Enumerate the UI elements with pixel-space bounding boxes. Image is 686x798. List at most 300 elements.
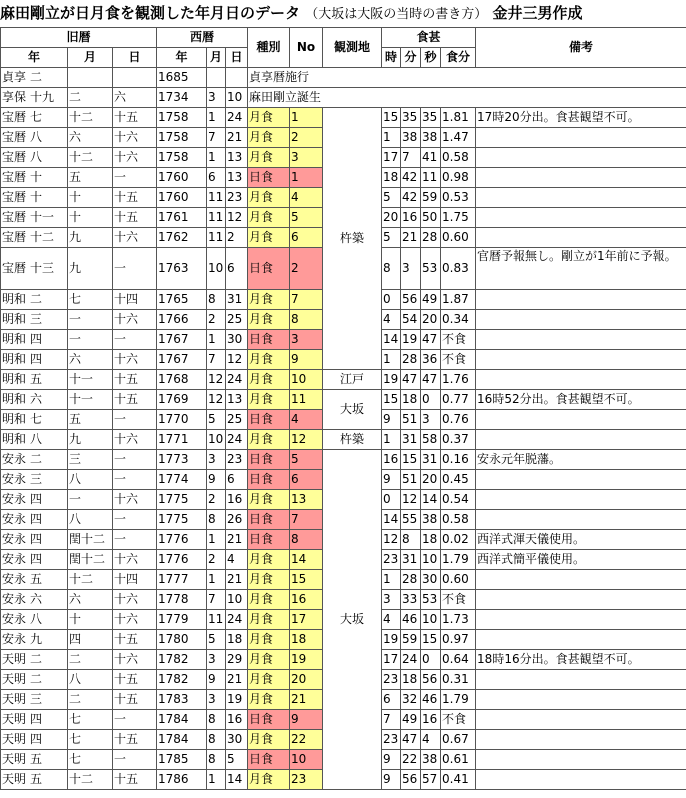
- month-cell: 2: [207, 550, 226, 570]
- year-cell: 1765: [157, 290, 207, 310]
- day-cell: 6: [226, 248, 248, 290]
- era-cell: [1, 570, 68, 590]
- month-cell: 5: [207, 630, 226, 650]
- day-cell: 12: [226, 350, 248, 370]
- year-cell: 1784: [157, 710, 207, 730]
- old-month-cell: 四: [68, 630, 113, 650]
- second-cell: 53: [421, 590, 441, 610]
- old-month-cell: 二: [68, 650, 113, 670]
- day-cell: 13: [226, 148, 248, 168]
- second-cell: 10: [421, 610, 441, 630]
- hour-cell: 8: [382, 248, 401, 290]
- fraction-cell: 0.53: [441, 188, 476, 208]
- old-month-cell: 二: [68, 88, 113, 108]
- hour-cell: 1: [382, 350, 401, 370]
- fraction-cell: 0.02: [441, 530, 476, 550]
- old-month-cell: 一: [68, 490, 113, 510]
- minute-cell: 47: [401, 370, 421, 390]
- eclipse-kind-cell: 月食: [248, 208, 290, 228]
- hour-cell: 6: [382, 690, 401, 710]
- minute-cell: 38: [401, 128, 421, 148]
- era-name: 安永: [2, 552, 27, 566]
- eclipse-kind-cell: 月食: [248, 128, 290, 148]
- remarks-cell: [476, 128, 686, 148]
- old-day-cell: 一: [113, 248, 157, 290]
- second-cell: 35: [421, 108, 441, 128]
- day-cell: 23: [226, 450, 248, 470]
- eclipse-no-cell: 18: [290, 630, 323, 650]
- remarks-cell: [476, 570, 686, 590]
- era-name: 安永: [2, 492, 27, 506]
- hour-cell: 4: [382, 610, 401, 630]
- fraction-cell: 0.41: [441, 770, 476, 790]
- fraction-cell: 0.77: [441, 390, 476, 410]
- second-cell: 16: [421, 710, 441, 730]
- remarks-cell: [476, 670, 686, 690]
- month-cell: 11: [207, 188, 226, 208]
- site-cell: 大坂: [323, 450, 382, 790]
- eclipse-no-cell: 2: [290, 248, 323, 290]
- era-year: 六: [30, 392, 43, 406]
- era-cell: [1, 770, 68, 790]
- era-year: 四: [30, 492, 43, 506]
- eclipse-kind-cell: 月食: [248, 670, 290, 690]
- era-cell: [1, 330, 68, 350]
- era-name: 明和: [2, 312, 27, 326]
- header-seireki: 西暦: [157, 28, 248, 48]
- old-month-cell: 一: [68, 330, 113, 350]
- hour-cell: 9: [382, 410, 401, 430]
- minute-cell: 31: [401, 550, 421, 570]
- era-cell: [1, 128, 68, 148]
- fraction-cell: 1.73: [441, 610, 476, 630]
- era-name: 宝暦: [2, 210, 27, 224]
- day-cell: 21: [226, 128, 248, 148]
- year-cell: 1758: [157, 108, 207, 128]
- era-year: 八: [30, 150, 43, 164]
- table-row: [1, 108, 686, 128]
- second-cell: 18: [421, 530, 441, 550]
- era-cell: [1, 168, 68, 188]
- era-year: 三: [30, 472, 43, 486]
- era-year: 十三: [30, 261, 55, 275]
- eclipse-no-cell: 22: [290, 730, 323, 750]
- era-cell: [1, 590, 68, 610]
- fraction-cell: 0.76: [441, 410, 476, 430]
- month-cell: 12: [207, 370, 226, 390]
- month-cell: 1: [207, 108, 226, 128]
- second-cell: 20: [421, 470, 441, 490]
- eclipse-kind-cell: 日食: [248, 750, 290, 770]
- second-cell: 53: [421, 248, 441, 290]
- eclipse-no-cell: 8: [290, 310, 323, 330]
- old-day-cell: 十六: [113, 550, 157, 570]
- month-cell: 6: [207, 168, 226, 188]
- second-cell: 59: [421, 188, 441, 208]
- era-cell: [1, 750, 68, 770]
- hour-cell: 23: [382, 730, 401, 750]
- remarks-cell: [476, 710, 686, 730]
- header-old-year: 年: [1, 48, 68, 68]
- eclipse-kind-cell: 月食: [248, 610, 290, 630]
- era-year: 二: [30, 292, 43, 306]
- hour-cell: 19: [382, 370, 401, 390]
- site-cell: 大坂: [323, 390, 382, 430]
- fraction-cell: 0.45: [441, 470, 476, 490]
- day-cell: 31: [226, 290, 248, 310]
- old-month-cell: [68, 68, 113, 88]
- old-month-cell: 八: [68, 670, 113, 690]
- hour-cell: 4: [382, 310, 401, 330]
- second-cell: 57: [421, 770, 441, 790]
- era-cell: [1, 208, 68, 228]
- month-cell: 1: [207, 330, 226, 350]
- eclipse-no-cell: 3: [290, 148, 323, 168]
- eclipse-no-cell: 1: [290, 168, 323, 188]
- year-cell: 1776: [157, 530, 207, 550]
- month-cell: 9: [207, 470, 226, 490]
- remarks-cell: [476, 350, 686, 370]
- old-month-cell: 八: [68, 470, 113, 490]
- eclipse-kind-cell: 月食: [248, 148, 290, 168]
- old-day-cell: 十六: [113, 610, 157, 630]
- old-day-cell: 一: [113, 710, 157, 730]
- hour-cell: 14: [382, 510, 401, 530]
- era-name: 明和: [2, 432, 27, 446]
- header-old-day: 日: [113, 48, 157, 68]
- era-name: 安永: [2, 592, 27, 606]
- month-cell: 1: [207, 530, 226, 550]
- remarks-cell: [476, 410, 686, 430]
- hour-cell: 15: [382, 108, 401, 128]
- year-cell: 1775: [157, 510, 207, 530]
- remarks-cell: [476, 370, 686, 390]
- year-cell: 1785: [157, 750, 207, 770]
- era-cell: [1, 310, 68, 330]
- eclipse-no-cell: 9: [290, 350, 323, 370]
- table-row: [1, 450, 686, 470]
- hour-cell: 0: [382, 490, 401, 510]
- era-cell: [1, 630, 68, 650]
- minute-cell: 32: [401, 690, 421, 710]
- year-cell: 1783: [157, 690, 207, 710]
- header-old-month: 月: [68, 48, 113, 68]
- year-cell: 1734: [157, 88, 207, 108]
- old-month-cell: 十二: [68, 570, 113, 590]
- table-row: [1, 370, 686, 390]
- year-cell: 1780: [157, 630, 207, 650]
- era-cell: [1, 350, 68, 370]
- old-day-cell: 十五: [113, 390, 157, 410]
- month-cell: 12: [207, 390, 226, 410]
- era-name: 享保: [2, 90, 27, 104]
- era-year: 二: [30, 452, 43, 466]
- old-month-cell: 九: [68, 430, 113, 450]
- second-cell: 38: [421, 510, 441, 530]
- old-day-cell: 十五: [113, 188, 157, 208]
- old-day-cell: 一: [113, 450, 157, 470]
- era-year: 九: [30, 632, 43, 646]
- era-name: 宝暦: [2, 190, 27, 204]
- era-year: 二: [30, 70, 43, 84]
- fraction-cell: 1.79: [441, 690, 476, 710]
- old-month-cell: 閏十二: [68, 550, 113, 570]
- old-month-cell: 十: [68, 208, 113, 228]
- month-cell: 8: [207, 710, 226, 730]
- era-name: 安永: [2, 612, 27, 626]
- table-row: [1, 88, 686, 108]
- era-name: 安永: [2, 632, 27, 646]
- old-day-cell: 十五: [113, 670, 157, 690]
- era-cell: [1, 290, 68, 310]
- eclipse-kind-cell: 月食: [248, 650, 290, 670]
- eclipse-no-cell: 17: [290, 610, 323, 630]
- eclipse-no-cell: 2: [290, 128, 323, 148]
- minute-cell: 51: [401, 470, 421, 490]
- fraction-cell: 0.37: [441, 430, 476, 450]
- era-year: 十: [30, 170, 43, 184]
- second-cell: 0: [421, 650, 441, 670]
- era-cell: [1, 510, 68, 530]
- old-month-cell: 十: [68, 610, 113, 630]
- fraction-cell: 1.87: [441, 290, 476, 310]
- eclipse-kind-cell: 月食: [248, 770, 290, 790]
- old-day-cell: 一: [113, 530, 157, 550]
- remarks-cell: [476, 290, 686, 310]
- era-name: 天明: [2, 712, 27, 726]
- month-cell: 5: [207, 410, 226, 430]
- day-cell: 21: [226, 530, 248, 550]
- old-month-cell: 十一: [68, 370, 113, 390]
- minute-cell: 56: [401, 770, 421, 790]
- eclipse-no-cell: 3: [290, 330, 323, 350]
- header-site: 観測地: [323, 28, 382, 68]
- old-day-cell: 一: [113, 510, 157, 530]
- era-cell: [1, 248, 68, 290]
- day-cell: 23: [226, 188, 248, 208]
- remarks-cell: [476, 730, 686, 750]
- old-day-cell: 十四: [113, 570, 157, 590]
- minute-cell: 18: [401, 670, 421, 690]
- day-cell: 16: [226, 490, 248, 510]
- old-day-cell: 十六: [113, 310, 157, 330]
- eclipse-no-cell: 15: [290, 570, 323, 590]
- old-day-cell: 十六: [113, 148, 157, 168]
- header-fraction: 食分: [441, 48, 476, 68]
- old-day-cell: 十五: [113, 690, 157, 710]
- era-cell: [1, 108, 68, 128]
- hour-cell: 16: [382, 450, 401, 470]
- era-year: 十: [30, 190, 43, 204]
- eclipse-no-cell: 1: [290, 108, 323, 128]
- day-cell: 4: [226, 550, 248, 570]
- day-cell: 13: [226, 168, 248, 188]
- remarks-cell: [476, 330, 686, 350]
- site-cell: 杵築: [323, 108, 382, 370]
- minute-cell: 42: [401, 188, 421, 208]
- old-month-cell: 十二: [68, 770, 113, 790]
- year-cell: 1769: [157, 390, 207, 410]
- fraction-cell: 1.47: [441, 128, 476, 148]
- old-day-cell: 一: [113, 410, 157, 430]
- title-note: （大坂は大阪の当時の書き方）: [305, 7, 488, 22]
- eclipse-no-cell: 16: [290, 590, 323, 610]
- table-row: [1, 68, 686, 88]
- day-cell: 6: [226, 470, 248, 490]
- year-cell: 1778: [157, 590, 207, 610]
- era-cell: [1, 370, 68, 390]
- minute-cell: 31: [401, 430, 421, 450]
- eclipse-kind-cell: 月食: [248, 630, 290, 650]
- month-cell: 7: [207, 350, 226, 370]
- era-year: 四: [30, 532, 43, 546]
- old-month-cell: 六: [68, 350, 113, 370]
- hour-cell: 1: [382, 128, 401, 148]
- era-cell: [1, 670, 68, 690]
- minute-cell: 28: [401, 350, 421, 370]
- era-year: 四: [30, 332, 43, 346]
- second-cell: 31: [421, 450, 441, 470]
- header-minute: 分: [401, 48, 421, 68]
- fraction-cell: 0.60: [441, 570, 476, 590]
- header-remarks: 備考: [476, 28, 686, 68]
- remarks-cell: [476, 188, 686, 208]
- second-cell: 11: [421, 168, 441, 188]
- old-day-cell: 一: [113, 330, 157, 350]
- eclipse-no-cell: 5: [290, 450, 323, 470]
- year-cell: 1782: [157, 670, 207, 690]
- era-year: 四: [30, 552, 43, 566]
- day-cell: 10: [226, 88, 248, 108]
- eclipse-no-cell: 20: [290, 670, 323, 690]
- eclipse-kind-cell: 日食: [248, 410, 290, 430]
- eclipse-kind-cell: 日食: [248, 330, 290, 350]
- era-name: 宝暦: [2, 150, 27, 164]
- remarks-cell: [476, 228, 686, 248]
- era-name: 宝暦: [2, 110, 27, 124]
- era-name: 明和: [2, 352, 27, 366]
- header-second: 秒: [421, 48, 441, 68]
- era-year: 三: [30, 692, 43, 706]
- old-day-cell: 十五: [113, 208, 157, 228]
- month-cell: 1: [207, 570, 226, 590]
- month-cell: 1: [207, 148, 226, 168]
- page-title: [0, 0, 686, 27]
- header-new-day: 日: [226, 48, 248, 68]
- header-hour: 時: [382, 48, 401, 68]
- remarks-cell: 西洋式簡平儀使用。: [476, 550, 686, 570]
- fraction-cell: 1.76: [441, 370, 476, 390]
- year-cell: 1784: [157, 730, 207, 750]
- remarks-cell: 18時16分出。食甚観望不可。: [476, 650, 686, 670]
- remarks-cell: [476, 310, 686, 330]
- old-month-cell: 三: [68, 450, 113, 470]
- minute-cell: 33: [401, 590, 421, 610]
- month-cell: 3: [207, 690, 226, 710]
- year-cell: 1761: [157, 208, 207, 228]
- day-cell: 5: [226, 750, 248, 770]
- fraction-cell: 0.34: [441, 310, 476, 330]
- minute-cell: 7: [401, 148, 421, 168]
- day-cell: 21: [226, 670, 248, 690]
- month-cell: [207, 68, 226, 88]
- minute-cell: 59: [401, 630, 421, 650]
- second-cell: 56: [421, 670, 441, 690]
- second-cell: 38: [421, 750, 441, 770]
- title-author: 金井三男作成: [492, 4, 583, 22]
- remarks-cell: [476, 750, 686, 770]
- era-cell: [1, 610, 68, 630]
- eclipse-kind-cell: 月食: [248, 188, 290, 208]
- month-cell: 1: [207, 770, 226, 790]
- second-cell: 49: [421, 290, 441, 310]
- month-cell: 2: [207, 490, 226, 510]
- day-cell: 24: [226, 430, 248, 450]
- year-cell: 1776: [157, 550, 207, 570]
- day-cell: 29: [226, 650, 248, 670]
- era-year: 二: [30, 652, 43, 666]
- fraction-cell: 不食: [441, 590, 476, 610]
- era-year: 七: [30, 110, 43, 124]
- minute-cell: 19: [401, 330, 421, 350]
- month-cell: 11: [207, 228, 226, 248]
- era-name: 天明: [2, 652, 27, 666]
- fraction-cell: 0.16: [441, 450, 476, 470]
- era-cell: [1, 710, 68, 730]
- era-name: 宝暦: [2, 261, 27, 275]
- day-cell: 18: [226, 630, 248, 650]
- remarks-cell: [476, 168, 686, 188]
- minute-cell: 22: [401, 750, 421, 770]
- old-day-cell: 十六: [113, 590, 157, 610]
- day-cell: [226, 68, 248, 88]
- month-cell: 3: [207, 650, 226, 670]
- day-cell: 30: [226, 730, 248, 750]
- eclipse-no-cell: 9: [290, 710, 323, 730]
- table-row: [1, 390, 686, 410]
- minute-cell: 54: [401, 310, 421, 330]
- eclipse-no-cell: 7: [290, 290, 323, 310]
- hour-cell: 15: [382, 390, 401, 410]
- era-name: 天明: [2, 672, 27, 686]
- fraction-cell: 0.83: [441, 248, 476, 290]
- header-kind: 種別: [248, 28, 290, 68]
- era-name: 明和: [2, 392, 27, 406]
- era-cell: [1, 530, 68, 550]
- second-cell: 10: [421, 550, 441, 570]
- era-cell: [1, 690, 68, 710]
- remarks-cell: 16時52分出。食甚観望不可。: [476, 390, 686, 410]
- eclipse-kind-cell: 月食: [248, 690, 290, 710]
- day-cell: 24: [226, 610, 248, 630]
- remarks-cell: 安永元年脱藩。: [476, 450, 686, 470]
- hour-cell: 5: [382, 228, 401, 248]
- eclipse-kind-cell: 日食: [248, 248, 290, 290]
- year-cell: 1779: [157, 610, 207, 630]
- era-year: 四: [30, 352, 43, 366]
- old-month-cell: 十二: [68, 108, 113, 128]
- old-day-cell: 一: [113, 168, 157, 188]
- year-cell: 1758: [157, 128, 207, 148]
- era-cell: [1, 148, 68, 168]
- header-row-1: [1, 28, 686, 48]
- remarks-cell: [476, 490, 686, 510]
- month-cell: 8: [207, 730, 226, 750]
- era-year: 四: [30, 712, 43, 726]
- second-cell: 4: [421, 730, 441, 750]
- old-month-cell: 十一: [68, 390, 113, 410]
- year-cell: 1760: [157, 168, 207, 188]
